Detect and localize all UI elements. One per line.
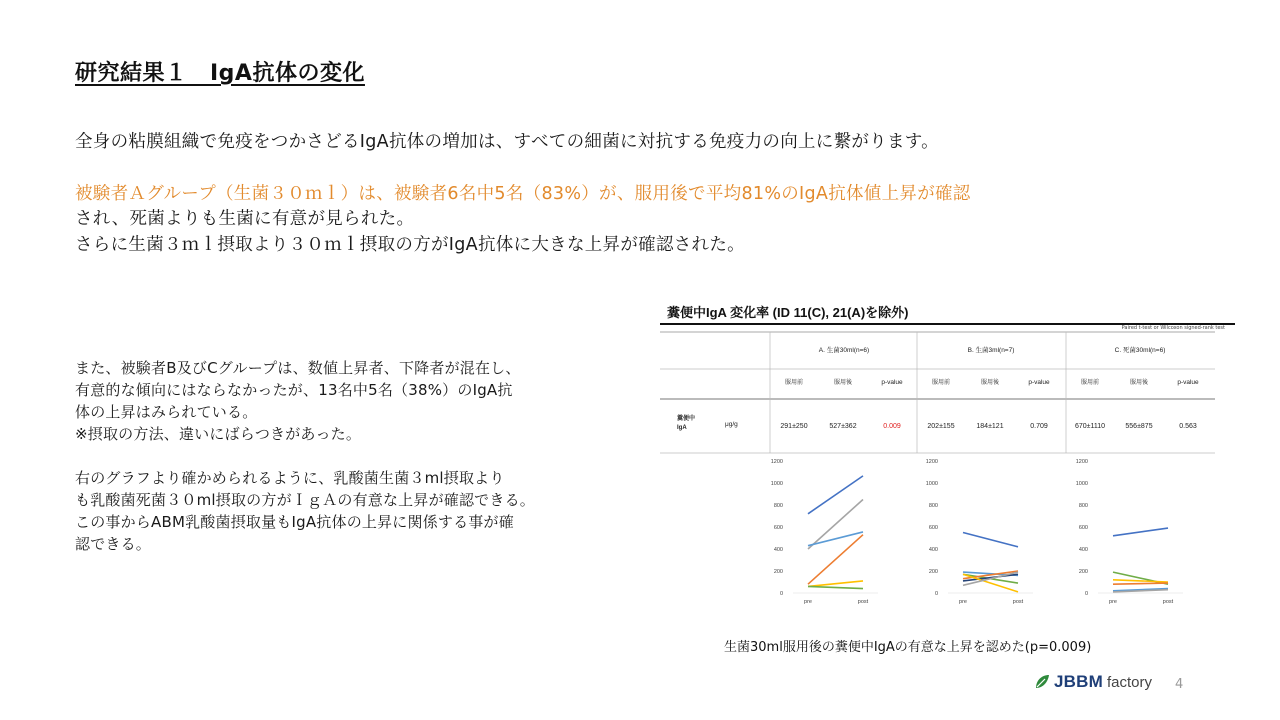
chart-x-tick-label: post — [1012, 599, 1024, 605]
left-para2-line: この事からABM乳酸菌摂取量もIgA抗体の上昇に関係する事が確 — [75, 513, 514, 531]
chart-y-tick-label: 200 — [1078, 569, 1088, 575]
chart-y-tick-label: 800 — [773, 503, 783, 509]
results-figure — [655, 296, 1240, 616]
chart-y-tick-label: 1200 — [1075, 459, 1088, 465]
chart-y-tick-label: 0 — [1084, 591, 1088, 597]
table-row-label: IgA — [677, 425, 687, 431]
table-value-after: 527±362 — [829, 423, 857, 430]
chart-y-tick-label: 1200 — [925, 459, 938, 465]
left-para1-line: ※摂取の方法、違いにばらつきがあった。 — [75, 425, 362, 443]
table-col-header: 服用前 — [784, 380, 804, 386]
table-row-label: 糞便中 — [677, 416, 696, 422]
chart-x-tick-label: pre — [1109, 599, 1117, 605]
chart-x-tick-label: post — [857, 599, 869, 605]
chart-series-line — [808, 586, 863, 588]
table-col-header: 服用前 — [931, 380, 951, 386]
left-para1-line: 有意的な傾向にはならなかったが、13名中5名（38%）のIgA抗 — [75, 381, 513, 399]
left-para1-line: また、被験者B及びCグループは、数値上昇者、下降者が混在し、 — [75, 359, 521, 377]
chart-y-tick-label: 400 — [928, 547, 938, 553]
left-para2-line: も乳酸菌死菌３０ml摂取の方がＩｇＡの有意な上昇が確認できる。 — [75, 491, 535, 509]
logo-brand: JBBM — [1054, 672, 1103, 691]
left-para2-line: 認できる。 — [75, 535, 152, 553]
chart-y-tick-label: 600 — [773, 525, 783, 531]
left-para2-line: 右のグラフより確かめられるように、乳酸菌生菌３ml摂取より — [75, 469, 505, 487]
figure-caption: 生菌30ml服用後の糞便中IgAの有意な上昇を認めた(p=0.009) — [724, 640, 1092, 655]
chart-series-line — [808, 476, 863, 514]
table-group-header: A. 生菌30ml(n=6) — [818, 347, 870, 354]
table-p-value: 0.009 — [883, 423, 901, 430]
chart-x-tick-label: pre — [959, 599, 967, 605]
result-text-line2: され、死菌よりも生菌に有意が見られた。 — [75, 209, 415, 229]
logo-leaf-icon — [1034, 674, 1050, 690]
chart-y-tick-label: 0 — [779, 591, 783, 597]
figure-title: 糞便中IgA 変化率 (ID 11(C), 21(A)を除外) — [667, 305, 909, 320]
chart-series-line — [808, 581, 863, 587]
table-group-header: C. 死菌30ml(n=6) — [1114, 347, 1166, 354]
table-col-header: p-value — [1028, 379, 1050, 386]
table-p-value: 0.709 — [1030, 423, 1048, 430]
chart-y-tick-label: 0 — [934, 591, 938, 597]
intro-text: 全身の粘膜組織で免疫をつかさどるIgA抗体の増加は、すべての細菌に対抗する免疫力の向上に繋がります。 — [75, 132, 939, 152]
table-value-after: 184±121 — [976, 423, 1004, 430]
chart-y-tick-label: 1000 — [1075, 481, 1088, 487]
company-logo — [1034, 672, 1152, 692]
table-col-header: 服用後 — [833, 380, 853, 386]
figure-graphics — [655, 296, 1240, 616]
chart-x-tick-label: post — [1162, 599, 1174, 605]
figure-stat-note: Paired t-test or Wilcoxon signed-rank test — [1121, 325, 1225, 331]
chart-series-line — [963, 533, 1018, 547]
chart-y-tick-label: 800 — [1078, 503, 1088, 509]
table-value-before: 670±1110 — [1074, 423, 1106, 430]
chart-series-line — [808, 532, 863, 546]
chart-y-tick-label: 800 — [928, 503, 938, 509]
highlight-text: 被験者Ａグループ（生菌３０ｍｌ）は、被験者6名中5名（83%）が、服用後で平均81%のIgA抗体値上昇が確認 — [75, 184, 971, 204]
chart-y-tick-label: 400 — [1078, 547, 1088, 553]
chart-series-line — [1113, 580, 1168, 582]
table-value-before: 202±155 — [927, 423, 955, 430]
result-text-line3: さらに生菌３ｍｌ摂取より３０ｍｌ摂取の方がIgA抗体に大きな上昇が確認された。 — [75, 235, 745, 255]
left-text-block — [75, 357, 620, 555]
chart-y-tick-label: 200 — [928, 569, 938, 575]
chart-x-tick-label: pre — [804, 599, 812, 605]
table-col-header: 服用後 — [1129, 380, 1149, 386]
table-col-header: p-value — [881, 379, 903, 386]
chart-y-tick-label: 600 — [1078, 525, 1088, 531]
logo-sub: factory — [1106, 673, 1152, 691]
table-unit: μg/g — [725, 421, 738, 428]
chart-y-tick-label: 400 — [773, 547, 783, 553]
chart-y-tick-label: 1000 — [770, 481, 783, 487]
table-value-before: 291±250 — [780, 423, 808, 430]
table-col-header: 服用前 — [1080, 380, 1100, 386]
table-p-value: 0.563 — [1179, 423, 1197, 430]
table-col-header: p-value — [1177, 379, 1199, 386]
table-group-header: B. 生菌3ml(n=7) — [967, 347, 1015, 354]
chart-y-tick-label: 200 — [773, 569, 783, 575]
chart-series-line — [1113, 528, 1168, 536]
table-col-header: 服用後 — [980, 380, 1000, 386]
chart-y-tick-label: 1000 — [925, 481, 938, 487]
chart-y-tick-label: 600 — [928, 525, 938, 531]
chart-series-line — [1113, 583, 1168, 584]
slide-title: 研究結果１ IgA抗体の変化 — [75, 61, 365, 86]
table-value-after: 556±875 — [1125, 423, 1153, 430]
page-number: 4 — [1175, 677, 1184, 692]
chart-y-tick-label: 1200 — [770, 459, 783, 465]
left-para1-line: 体の上昇はみられている。 — [75, 403, 258, 421]
